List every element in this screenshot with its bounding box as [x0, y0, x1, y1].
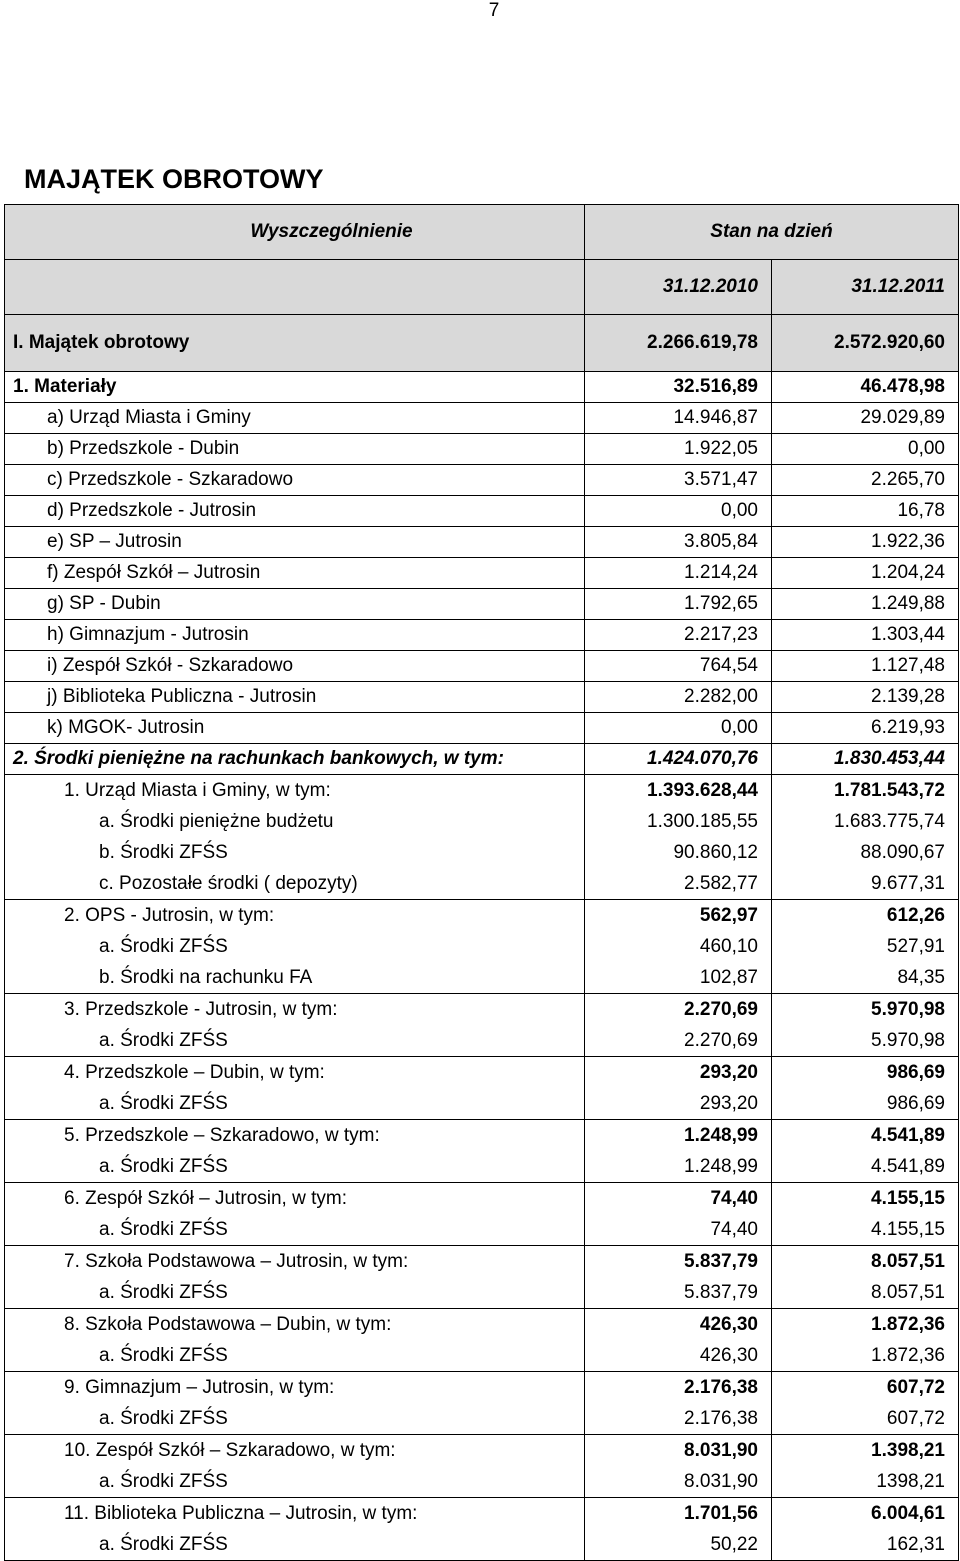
cash-sub-label: a. Środki ZFŚS [99, 1408, 228, 1429]
cash-group-value-2011-cell [772, 1183, 959, 1246]
cash-group-label: 6. Zespół Szkół – Jutrosin, w tym: [64, 1188, 347, 1209]
total-label: I. Majątek obrotowy [5, 315, 585, 372]
material-item-value-2010: 764,54 [585, 651, 772, 682]
cash-group-label-cell [5, 1246, 585, 1309]
cash-group-value-2010: 2.270,69 [684, 999, 758, 1020]
cash-sub-label: a. Środki ZFŚS [99, 1345, 228, 1366]
cash-group-value-2010-cell [585, 1498, 772, 1561]
table-row [5, 682, 959, 713]
material-item-label: a) Urząd Miasta i Gminy [5, 403, 585, 434]
cash-group-value-2010-cell [585, 1246, 772, 1309]
cash-group-value-2010-cell [585, 1183, 772, 1246]
cash-sub-value-2010: 2.582,77 [684, 873, 758, 894]
material-item-value-2010: 0,00 [585, 496, 772, 527]
table-row [5, 558, 959, 589]
material-item-value-2011: 16,78 [772, 496, 959, 527]
cash-sub-value-2010: 460,10 [699, 936, 758, 957]
cash-group-value-2011-cell [772, 1246, 959, 1309]
cash-sub-label: a. Środki ZFŚS [99, 1030, 228, 1051]
cash-sub-value-2010: 2.270,69 [684, 1030, 758, 1051]
cash-label: 2. Środki pieniężne na rachunkach bankowych, w tym: [5, 744, 585, 775]
cash-sub-value-2010: 1.248,99 [684, 1156, 758, 1177]
cash-group-label-cell [5, 900, 585, 994]
cash-sub-value-2010: 102,87 [699, 967, 758, 988]
cash-sub-value-2011: 84,35 [897, 967, 945, 988]
cash-group-label: 4. Przedszkole – Dubin, w tym: [64, 1062, 325, 1083]
cash-group-value-2010: 8.031,90 [684, 1440, 758, 1461]
material-item-value-2010: 2.282,00 [585, 682, 772, 713]
cash-sub-value-2011: 1398,21 [876, 1471, 945, 1492]
cash-group-row [5, 1120, 959, 1183]
cash-sub-value-2010: 5.837,79 [684, 1282, 758, 1303]
material-item-value-2010: 1.792,65 [585, 589, 772, 620]
cash-group-value-2011-cell [772, 775, 959, 900]
cash-group-value-2011: 5.970,98 [871, 999, 945, 1020]
material-item-label: i) Zespół Szkół - Szkaradowo [5, 651, 585, 682]
cash-group-value-2010-cell [585, 1057, 772, 1120]
cash-sub-label: a. Środki pieniężne budżetu [99, 811, 334, 832]
cash-sub-value-2011: 4.155,15 [871, 1219, 945, 1240]
cash-group-value-2010: 5.837,79 [684, 1251, 758, 1272]
cash-group-label: 10. Zespół Szkół – Szkaradowo, w tym: [64, 1440, 396, 1461]
material-item-value-2010: 1.922,05 [585, 434, 772, 465]
material-item-label: f) Zespół Szkół – Jutrosin [5, 558, 585, 589]
cash-group-value-2011-cell [772, 1435, 959, 1498]
cash-sub-label: a. Środki ZFŚS [99, 1534, 228, 1555]
material-item-label: d) Przedszkole - Jutrosin [5, 496, 585, 527]
table-header-row [5, 205, 959, 260]
cash-group-label-cell [5, 1183, 585, 1246]
cash-group-value-2011: 1.398,21 [871, 1440, 945, 1461]
cash-group-value-2011: 4.155,15 [871, 1188, 945, 1209]
header-empty-cell [5, 260, 585, 315]
cash-sub-value-2011: 986,69 [886, 1093, 945, 1114]
cash-group-value-2010-cell [585, 994, 772, 1057]
cash-sub-value-2010: 293,20 [699, 1093, 758, 1114]
cash-group-value-2011: 607,72 [886, 1377, 945, 1398]
cash-sub-label: a. Środki ZFŚS [99, 1156, 228, 1177]
cash-sub-value-2011: 8.057,51 [871, 1282, 945, 1303]
cash-group-label: 1. Urząd Miasta i Gminy, w tym: [64, 780, 331, 801]
header-date-2011: 31.12.2011 [772, 260, 959, 315]
cash-group-row [5, 1309, 959, 1372]
cash-group-row [5, 1498, 959, 1561]
header-date-2010: 31.12.2010 [585, 260, 772, 315]
header-description: Wyszczególnienie [5, 205, 585, 260]
cash-group-row [5, 1372, 959, 1435]
cash-group-value-2010: 1.248,99 [684, 1125, 758, 1146]
material-item-value-2010: 1.214,24 [585, 558, 772, 589]
cash-group-value-2010: 293,20 [699, 1062, 758, 1083]
material-item-label: g) SP - Dubin [5, 589, 585, 620]
material-item-value-2011: 1.922,36 [772, 527, 959, 558]
cash-sub-label: c. Pozostałe środki ( depozyty) [99, 873, 358, 894]
material-item-value-2011: 0,00 [772, 434, 959, 465]
cash-group-label-cell [5, 994, 585, 1057]
cash-group-label: 3. Przedszkole - Jutrosin, w tym: [64, 999, 338, 1020]
cash-group-value-2010: 74,40 [710, 1188, 758, 1209]
total-row [5, 315, 959, 372]
cash-sub-value-2010: 74,40 [710, 1219, 758, 1240]
cash-sub-label: a. Środki ZFŚS [99, 936, 228, 957]
cash-group-value-2011: 8.057,51 [871, 1251, 945, 1272]
cash-group-label-cell [5, 775, 585, 900]
total-value-2011: 2.572.920,60 [772, 315, 959, 372]
cash-group-value-2010: 2.176,38 [684, 1377, 758, 1398]
cash-group-label-cell [5, 1057, 585, 1120]
material-item-value-2011: 1.127,48 [772, 651, 959, 682]
material-item-label: e) SP – Jutrosin [5, 527, 585, 558]
table-row [5, 527, 959, 558]
table-row [5, 713, 959, 744]
table-row [5, 465, 959, 496]
cash-sub-value-2010: 1.300.185,55 [647, 811, 758, 832]
material-item-value-2010: 3.571,47 [585, 465, 772, 496]
cash-sub-value-2010: 8.031,90 [684, 1471, 758, 1492]
cash-group-value-2011: 1.781.543,72 [834, 780, 945, 801]
materials-value-2010: 32.516,89 [585, 372, 772, 403]
cash-group-value-2011-cell [772, 1498, 959, 1561]
cash-sub-label: a. Środki ZFŚS [99, 1093, 228, 1114]
material-item-value-2011: 2.139,28 [772, 682, 959, 713]
table-row [5, 620, 959, 651]
cash-sub-value-2010: 50,22 [710, 1534, 758, 1555]
cash-group-label: 8. Szkoła Podstawowa – Dubin, w tym: [64, 1314, 392, 1335]
cash-group-value-2010-cell [585, 1309, 772, 1372]
cash-sub-value-2011: 607,72 [886, 1408, 945, 1429]
material-item-label: k) MGOK- Jutrosin [5, 713, 585, 744]
cash-group-value-2011-cell [772, 900, 959, 994]
cash-group-label: 9. Gimnazjum – Jutrosin, w tym: [64, 1377, 335, 1398]
material-item-value-2011: 1.303,44 [772, 620, 959, 651]
cash-group-row [5, 994, 959, 1057]
cash-sub-value-2011: 9.677,31 [871, 873, 945, 894]
table-row [5, 434, 959, 465]
cash-sub-value-2011: 162,31 [886, 1534, 945, 1555]
material-item-value-2010: 14.946,87 [585, 403, 772, 434]
cash-group-row [5, 900, 959, 994]
material-item-label: h) Gimnazjum - Jutrosin [5, 620, 585, 651]
cash-group-value-2011-cell [772, 1057, 959, 1120]
material-item-value-2010: 3.805,84 [585, 527, 772, 558]
cash-group-value-2011: 986,69 [886, 1062, 945, 1083]
cash-sub-value-2010: 90.860,12 [673, 842, 758, 863]
table-header-dates-row [5, 260, 959, 315]
cash-group-value-2011: 4.541,89 [871, 1125, 945, 1146]
total-value-2010: 2.266.619,78 [585, 315, 772, 372]
cash-group-label: 2. OPS - Jutrosin, w tym: [64, 905, 275, 926]
cash-group-label: 11. Biblioteka Publiczna – Jutrosin, w tym: [64, 1503, 418, 1524]
cash-sub-label: a. Środki ZFŚS [99, 1219, 228, 1240]
cash-group-value-2010: 426,30 [699, 1314, 758, 1335]
cash-sub-value-2010: 2.176,38 [684, 1408, 758, 1429]
table-row [5, 403, 959, 434]
cash-group-value-2011-cell [772, 1309, 959, 1372]
cash-sub-value-2011: 88.090,67 [860, 842, 945, 863]
materials-label: 1. Materiały [5, 372, 585, 403]
material-item-value-2010: 0,00 [585, 713, 772, 744]
cash-group-value-2011: 6.004,61 [871, 1503, 945, 1524]
cash-value-2011: 1.830.453,44 [772, 744, 959, 775]
cash-group-label-cell [5, 1372, 585, 1435]
cash-group-value-2010: 562,97 [699, 905, 758, 926]
cash-group-value-2011-cell [772, 1120, 959, 1183]
page-title: MAJĄTEK OBROTOWY [24, 164, 324, 194]
cash-sub-value-2011: 4.541,89 [871, 1156, 945, 1177]
cash-group-value-2010-cell [585, 900, 772, 994]
cash-group-label-cell [5, 1435, 585, 1498]
cash-group-label-cell [5, 1498, 585, 1561]
cash-sub-label: b. Środki na rachunku FA [99, 967, 313, 988]
header-balance-as-of: Stan na dzień [585, 205, 959, 260]
table-row [5, 651, 959, 682]
cash-group-row [5, 1435, 959, 1498]
material-item-value-2011: 1.204,24 [772, 558, 959, 589]
material-item-value-2011: 2.265,70 [772, 465, 959, 496]
material-item-value-2011: 29.029,89 [772, 403, 959, 434]
cash-sub-value-2011: 1.872,36 [871, 1345, 945, 1366]
table-row [5, 496, 959, 527]
cash-sub-label: a. Środki ZFŚS [99, 1282, 228, 1303]
page-number: 7 [488, 0, 500, 21]
cash-group-row [5, 1246, 959, 1309]
cash-group-row [5, 1057, 959, 1120]
cash-group-row [5, 775, 959, 900]
cash-group-row [5, 1183, 959, 1246]
table-row [5, 589, 959, 620]
cash-sub-label: a. Środki ZFŚS [99, 1471, 228, 1492]
cash-group-value-2011-cell [772, 994, 959, 1057]
material-item-value-2011: 6.219,93 [772, 713, 959, 744]
cash-sub-value-2011: 527,91 [886, 936, 945, 957]
cash-group-value-2011: 1.872,36 [871, 1314, 945, 1335]
cash-group-label-cell [5, 1120, 585, 1183]
cash-group-value-2010-cell [585, 1372, 772, 1435]
cash-sub-value-2011: 5.970,98 [871, 1030, 945, 1051]
cash-group-label: 7. Szkoła Podstawowa – Jutrosin, w tym: [64, 1251, 409, 1272]
cash-group-value-2010: 1.393.628,44 [647, 780, 758, 801]
cash-group-value-2010-cell [585, 1435, 772, 1498]
cash-group-value-2011: 612,26 [886, 905, 945, 926]
material-item-label: j) Biblioteka Publiczna - Jutrosin [5, 682, 585, 713]
cash-group-label-cell [5, 1309, 585, 1372]
material-item-label: c) Przedszkole - Szkaradowo [5, 465, 585, 496]
cash-group-label: 5. Przedszkole – Szkaradowo, w tym: [64, 1125, 380, 1146]
cash-group-value-2010-cell [585, 775, 772, 900]
current-assets-table [4, 204, 959, 1561]
cash-group-value-2010-cell [585, 1120, 772, 1183]
material-item-value-2010: 2.217,23 [585, 620, 772, 651]
materials-row [5, 372, 959, 403]
cash-group-value-2011-cell [772, 1372, 959, 1435]
materials-value-2011: 46.478,98 [772, 372, 959, 403]
cash-value-2010: 1.424.070,76 [585, 744, 772, 775]
material-item-label: b) Przedszkole - Dubin [5, 434, 585, 465]
cash-group-value-2010: 1.701,56 [684, 1503, 758, 1524]
cash-sub-value-2010: 426,30 [699, 1345, 758, 1366]
material-item-value-2011: 1.249,88 [772, 589, 959, 620]
cash-sub-label: b. Środki ZFŚS [99, 842, 228, 863]
cash-row [5, 744, 959, 775]
cash-sub-value-2011: 1.683.775,74 [834, 811, 945, 832]
